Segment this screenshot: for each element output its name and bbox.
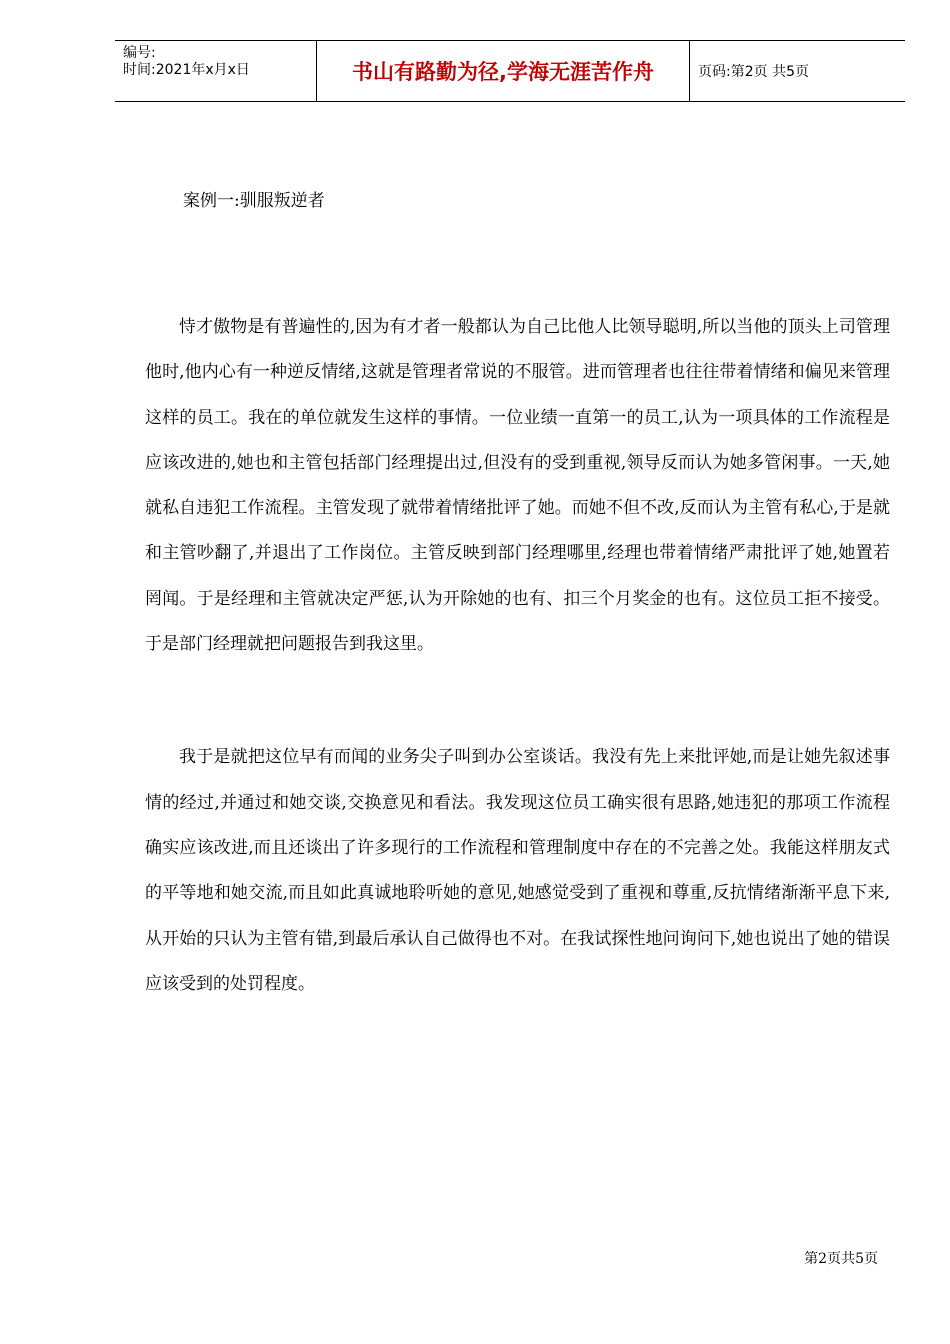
document-number-label: 编号: xyxy=(123,45,156,61)
header-motto: 书山有路勤为径,学海无涯苦作舟 xyxy=(317,41,690,101)
paragraph-1: 恃才傲物是有普遍性的,因为有才者一般都认为自己比他人比领导聪明,所以当他的顶头上司管理他时,他内心有一种逆反情绪,这就是管理者常说的不服管。进而管理者也往往带着情绪和偏见来管理这样的员工。我在的单位就发生这样的事情。一位业绩一直第一的员工,认为一项具体的工作流程是应该改进的,她也和主管包括部门经理提出过,但没有的受到重视,领导反而认为她多管闲事。一天,她就私自违犯工作流程。主管发现了就带着情绪批评了她。而她不但不改,反而认为主管有私心,于是就和主管吵翻了,并退出了工作岗位。主管反映到部门经理哪里,经理也带着情绪严肃批评了她,她置若罔闻。于是经理和主管就决定严惩,认为开除她的也有、扣三个月奖金的也有。这位员工拒不接受。于是部门经理就把问题报告到我这里。 xyxy=(145,317,890,655)
page-header xyxy=(115,40,905,102)
header-page-info: 页码:第2页 共5页 xyxy=(698,64,809,80)
document-time-label: 时间:2021年x月x日 xyxy=(123,62,250,78)
paragraph-2: 我于是就把这位早有而闻的业务尖子叫到办公室谈话。我没有先上来批评她,而是让她先叙述事情的经过,并通过和她交谈,交换意见和看法。我发现这位员工确实很有思路,她违犯的那项工作流程确实应该改进,而且还谈出了许多现行的工作流程和管理制度中存在的不完善之处。我能这样朋友式的平等地和她交流,而且如此真诚地聆听她的意见,她感觉受到了重视和尊重,反抗情绪渐渐平息下来,从开始的只认为主管有错,到最后承认自己做得也不对。在我试探性地问询问下,她也说出了她的错误应该受到的处罚程度。 xyxy=(145,747,890,994)
case-title: 案例一:驯服叛逆者 xyxy=(183,191,325,211)
header-meta xyxy=(115,41,317,101)
document-body xyxy=(145,175,890,1007)
page-footer: 第2页共5页 xyxy=(804,1251,878,1267)
